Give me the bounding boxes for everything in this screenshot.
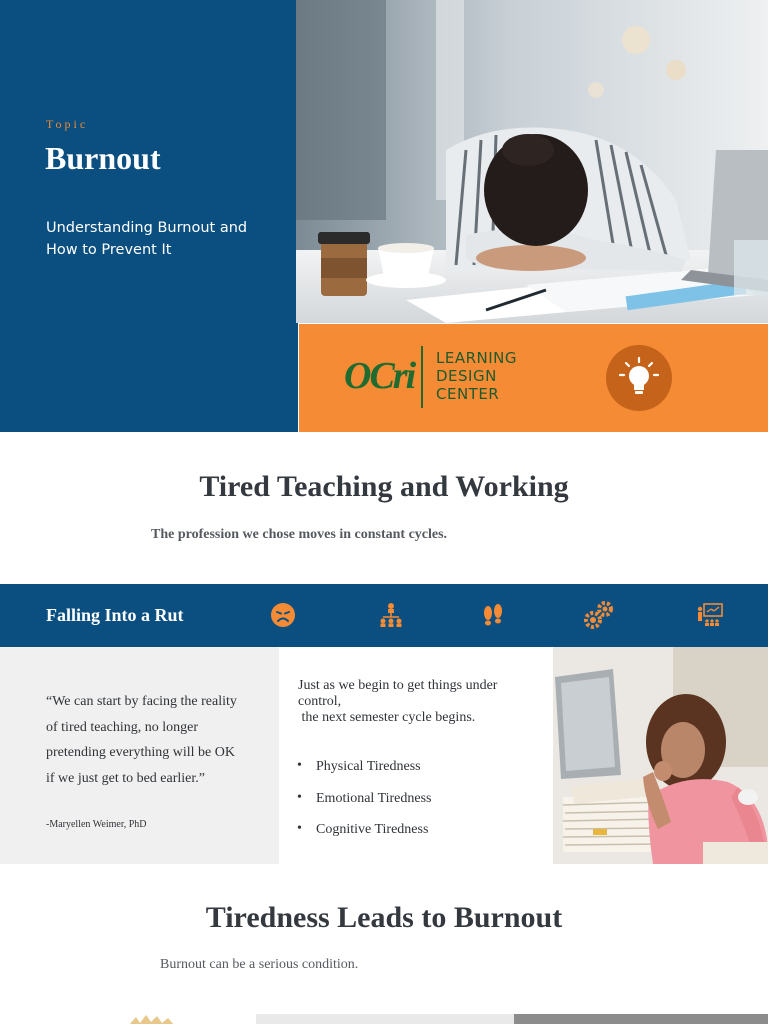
- brand-divider: [421, 346, 423, 408]
- list-item: • Cognitive Tiredness: [297, 822, 432, 854]
- section-title-burnout: Tiredness Leads to Burnout: [205, 901, 563, 934]
- page-subtitle: Understanding Burnout and How to Prevent It: [46, 220, 248, 258]
- ocri-logo: OCri: [344, 355, 415, 397]
- brand-bar: [299, 324, 768, 432]
- footprints-icon: [478, 600, 508, 630]
- list-item: • Physical Tiredness: [297, 759, 432, 791]
- cycle-intro-line-2: the next semester cycle begins.: [298, 710, 476, 725]
- brand-line-2: DESIGN: [436, 367, 497, 385]
- tiredness-list: [297, 759, 432, 854]
- presentation-icon: [695, 600, 725, 630]
- list-item: • Emotional Tiredness: [297, 791, 432, 823]
- lightbulb-icon: [606, 345, 672, 411]
- photo-overwhelmed-woman: [553, 647, 768, 864]
- section-subtitle-cycles: The profession we chose moves in constant cycles.: [151, 527, 448, 542]
- section-subtitle-burnout: Burnout can be a serious condition.: [160, 957, 359, 972]
- topic-kicker: Topic: [46, 117, 89, 131]
- brand-line-1: LEARNING: [436, 349, 518, 367]
- hero-section: [0, 0, 768, 432]
- hero-photo-tired-worker: [296, 0, 768, 323]
- cycle-intro: [298, 678, 543, 726]
- learning-design-center-wordmark: [436, 349, 517, 403]
- hierarchy-icon: [376, 600, 406, 630]
- hero-text-panel: [0, 0, 298, 432]
- gears-icon: [583, 600, 613, 630]
- rut-bar-title: Falling Into a Rut: [46, 605, 184, 625]
- quote-panel: [0, 647, 279, 864]
- quote-author: -Maryellen Weimer, PhD: [46, 819, 147, 830]
- section-title-tired-teaching: Tired Teaching and Working: [199, 470, 569, 503]
- tired-face-icon: [268, 600, 298, 630]
- image-strip-dark: [514, 1014, 768, 1024]
- falling-into-rut-bar: [0, 584, 768, 647]
- tiredness-cycle-panel: [279, 647, 553, 864]
- brand-line-3: CENTER: [436, 385, 500, 403]
- weimer-quote: “We can start by facing the reality of tired teaching, no longer pretending everything will be OK if we just get to bed earlier.”: [46, 694, 237, 786]
- cycle-intro-line-1: Just as we begin to get things under control,: [298, 678, 498, 709]
- page-title: Burnout: [45, 140, 161, 176]
- image-strip-light: [256, 1014, 514, 1024]
- decorative-image-top: [124, 1012, 184, 1024]
